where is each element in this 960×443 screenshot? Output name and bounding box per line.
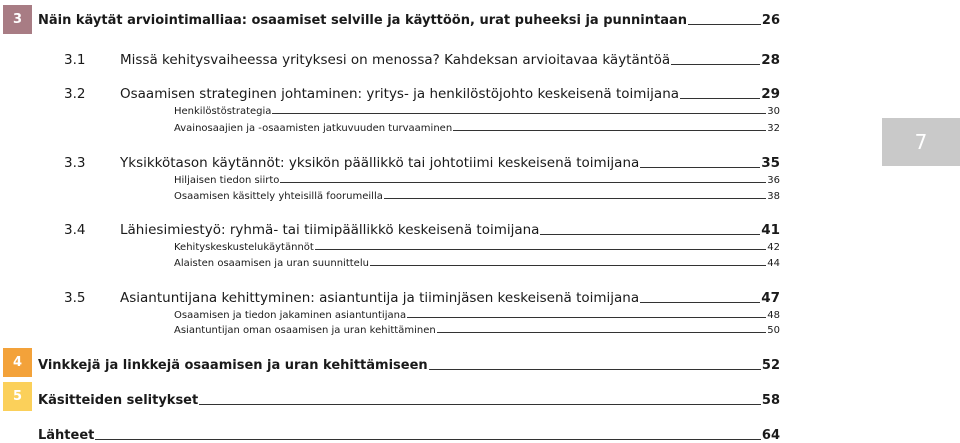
page-number: 42 [767,242,780,253]
subsection-title: Henkilöstöstrategia [174,106,272,117]
toc-entry-3-3[interactable] [64,149,780,171]
toc-entry-references[interactable] [38,421,780,443]
section-number: 3.5 [64,290,86,306]
page-number: 47 [761,290,780,306]
section-title: Asiantuntijana kehittyminen: asiantuntija ja tiiminjäsen keskeisenä toimijana [120,290,640,306]
leader-line [640,301,760,303]
toc-entry-chapter-5[interactable] [38,386,780,408]
toc-subentry[interactable] [174,101,780,117]
section-number: 3.1 [64,52,86,68]
page-number: 44 [767,258,780,269]
page-number: 64 [761,428,780,443]
chapter-5-badge: 5 [3,382,32,411]
leader-line [437,331,767,333]
leader-line [370,264,766,266]
page-number: 28 [761,52,780,68]
section-number: 3.3 [64,155,86,171]
leader-line [540,233,760,235]
page-number: 41 [761,222,780,238]
page-number-tab: 7 [882,118,960,166]
toc-subentry[interactable] [174,320,780,336]
page-number: 58 [761,393,780,408]
page-number: 50 [767,325,780,336]
leader-line [315,248,766,250]
subsection-title: Kehityskeskustelukäytännöt [174,242,314,253]
toc-subentry[interactable] [174,118,780,134]
toc-entry-chapter-3[interactable] [38,6,780,28]
subsection-title: Hiljaisen tiedon siirto [174,175,280,186]
section-title: Yksikkötason käytännöt: yksikön päällikkö tai johtotiimi keskeisenä toimijana [120,155,640,171]
subsection-title: Asiantuntijan oman osaamisen ja uran kehittäminen [174,325,436,336]
page-number: 29 [761,86,780,102]
page-number: 35 [761,155,780,171]
subsection-title: Alaisten osaamisen ja uran suunnittelu [174,258,369,269]
toc-entry-3-4[interactable] [64,216,780,238]
leader-line [272,112,766,114]
toc-subentry[interactable] [174,237,780,253]
page-number: 48 [767,310,780,321]
chapter-3-badge: 3 [3,5,32,34]
toc-subentry[interactable] [174,253,780,269]
toc-subentry[interactable] [174,170,780,186]
toc-entry-3-2[interactable] [64,80,780,102]
leader-line [429,368,761,370]
toc-subentry[interactable] [174,305,780,321]
leader-line [688,23,761,25]
toc-subentry[interactable] [174,186,780,202]
subsection-title: Avainosaajien ja -osaamisten jatkuvuuden turvaaminen [174,123,453,134]
leader-line [671,63,760,65]
section-title: Lähiesimiestyö: ryhmä- tai tiimipäällikkö keskeisenä toimijana [120,222,540,238]
page-number: 36 [767,175,780,186]
chapter-title: Lähteet [38,428,95,443]
toc-entry-chapter-4[interactable] [38,351,780,373]
toc-entry-3-5[interactable] [64,284,780,306]
leader-line [407,316,766,318]
toc-entry-3-1[interactable] [64,46,780,68]
subsection-title: Osaamisen ja tiedon jakaminen asiantuntijana [174,310,407,321]
leader-line [680,97,760,99]
page-number: 26 [761,13,780,28]
section-number: 3.4 [64,222,86,238]
leader-line [453,129,766,131]
chapter-4-badge: 4 [3,348,32,377]
leader-line [95,438,761,440]
leader-line [640,166,760,168]
section-title: Missä kehitysvaiheessa yrityksesi on menossa? Kahdeksan arvioitavaa käytäntöä [120,52,671,68]
chapter-title: Vinkkejä ja linkkejä osaamisen ja uran kehittämiseen [38,358,428,373]
chapter-title: Käsitteiden selitykset [38,393,199,408]
section-number: 3.2 [64,86,86,102]
page-number: 32 [767,123,780,134]
subsection-title: Osaamisen käsittely yhteisillä foorumeilla [174,191,383,202]
page-number: 52 [761,358,780,373]
page-number: 38 [767,191,780,202]
page-number: 30 [767,106,780,117]
leader-line [199,403,761,405]
leader-line [280,181,766,183]
section-title: Osaamisen strateginen johtaminen: yritys- ja henkilöstöjohto keskeisenä toimijana [120,86,680,102]
chapter-title: Näin käytät arviointimalliaa: osaamiset selville ja käyttöön, urat puheeksi ja punnintaan [38,13,687,28]
leader-line [384,197,766,199]
